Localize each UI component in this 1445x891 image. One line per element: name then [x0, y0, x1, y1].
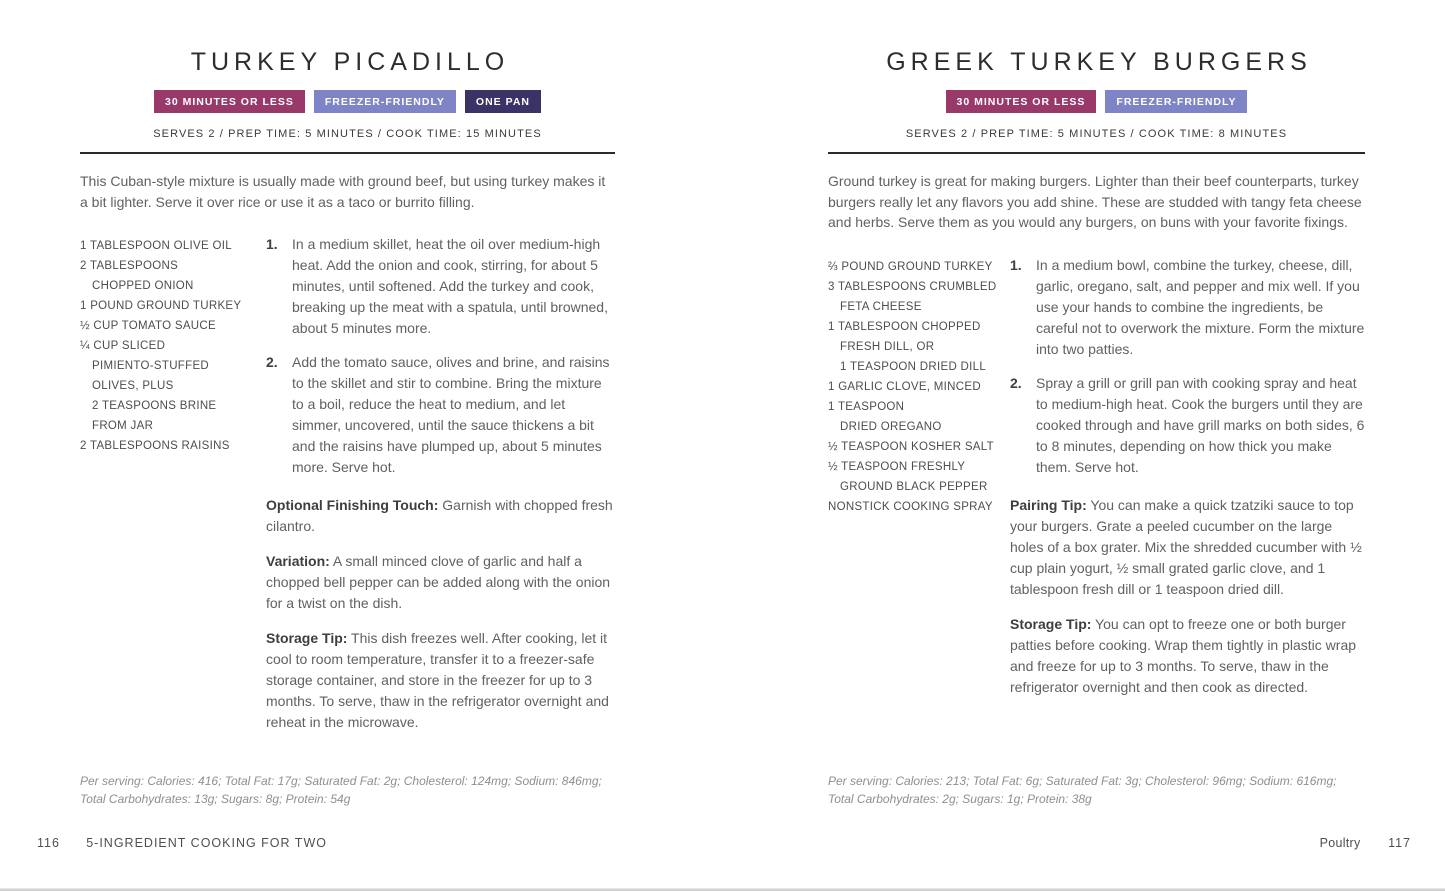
- ingredient-line: 2 TABLESPOONS RAISINS: [80, 440, 230, 452]
- ingredient-line: 1 POUND GROUND TURKEY: [80, 300, 242, 312]
- recipe-title: TURKEY PICADILLO: [190, 48, 510, 76]
- page-number-right: 117: [1388, 836, 1411, 850]
- footer-left: [37, 836, 327, 850]
- ingredient-line: 1 TABLESPOON OLIVE OIL: [80, 240, 232, 252]
- instruction-step: [1010, 373, 1365, 478]
- step-list: [1010, 255, 1365, 478]
- ingredient-line: FROM JAR: [92, 420, 154, 432]
- ingredient-line: OLIVES, PLUS: [92, 380, 174, 392]
- ingredient-line: 2 TEASPOONS BRINE: [92, 400, 217, 412]
- recipe-meta-line: SERVES 2 / PREP TIME: 5 MINUTES / COOK TIME: 15 MINUTES: [153, 128, 542, 140]
- divider-rule: [80, 152, 615, 154]
- ingredient-line: ½ TEASPOON KOSHER SALT: [828, 440, 994, 453]
- ingredient-line: 2 TABLESPOONS: [80, 260, 179, 272]
- recipe-page-left: [80, 46, 615, 806]
- ingredient-line: 1 GARLIC CLOVE, MINCED: [828, 380, 981, 393]
- method-column: [1010, 255, 1365, 712]
- instruction-step: [266, 352, 615, 478]
- ingredient-line: 1 TEASPOON DRIED DILL: [840, 360, 987, 373]
- tip-paragraph: [1010, 614, 1365, 698]
- ingredient-list: [80, 236, 266, 747]
- footer-right: [1320, 836, 1411, 850]
- ingredient-line: DRIED OREGANO: [840, 420, 942, 433]
- tip-label: Storage Tip:: [1010, 615, 1092, 632]
- recipe-title: GREEK TURKEY BURGERS: [886, 48, 1312, 76]
- tip-list: [1010, 495, 1365, 698]
- ingredient-line: CHOPPED ONION: [92, 280, 194, 292]
- badge-row: [80, 90, 615, 113]
- tip-label: Optional Finishing Touch:: [266, 497, 439, 513]
- chapter-name: Poultry: [1319, 836, 1361, 850]
- ingredient-line: 1 TEASPOON: [828, 400, 905, 413]
- recipe-body: [80, 234, 615, 747]
- recipe-intro: Ground turkey is great for making burgers. Lighter than their beef counterparts, turkey burgers really let any flavors you add shine. These are studded with tangy feta cheese and herbs. Serve them as you would any burgers, on buns with your favorite fixings.: [828, 173, 1362, 230]
- tip-label: Variation:: [266, 553, 330, 569]
- tip-text: A small minced clove of garlic and half a chopped bell pepper can be added along with the onion for a twist on the dish.: [266, 553, 611, 611]
- ingredient-line: 1 TABLESPOON CHOPPED: [828, 320, 981, 333]
- step-text: In a medium skillet, heat the oil over medium-high heat. Add the onion and cook, stirring, for about 5 minutes, until softened. Add the turkey and cook, breaking up the meat with a spatula, until browned, about 5 minutes more.: [292, 236, 608, 336]
- tip-paragraph: [266, 628, 615, 733]
- ingredient-line: ½ CUP TOMATO SAUCE: [80, 320, 216, 332]
- tip-paragraph: [1010, 495, 1365, 600]
- tip-text: Garnish with chopped fresh cilantro.: [266, 497, 613, 534]
- nutrition-line: Per serving: Calories: 213; Total Fat: 6g; Saturated Fat: 3g; Cholesterol: 96mg; Sodium: 616mg; Total Carbohydrates: 2g; Sugars: 1g; Protein: 38g: [828, 774, 1337, 806]
- tip-list: [266, 495, 615, 733]
- step-text: Spray a grill or grill pan with cooking spray and heat to medium-high heat. Cook the burgers until they are cooked through and have grill marks on both sides, 6 to 8 minutes, depending on how thick you make them. Serve hot.: [1036, 374, 1365, 475]
- method-column: [266, 234, 615, 747]
- recipe-badge: FREEZER-FRIENDLY: [1105, 90, 1247, 113]
- ingredient-line: NONSTICK COOKING SPRAY: [828, 500, 993, 513]
- book-title: 5-INGREDIENT COOKING FOR TWO: [86, 836, 327, 850]
- step-number: 2.: [1010, 374, 1022, 391]
- tip-label: Pairing Tip:: [1010, 496, 1087, 513]
- step-number: 1.: [266, 236, 278, 252]
- tip-paragraph: [266, 551, 615, 614]
- tip-paragraph: [266, 495, 615, 537]
- step-text: Add the tomato sauce, olives and brine, and raisins to the skillet and stir to combine. Bring the mixture to a boil, reduce the heat to medium, and let simmer, uncovered, until the sauce thickens a bit and the raisins have plumped up, about 5 minutes more. Serve hot.: [292, 354, 610, 475]
- ingredient-line: FETA CHEESE: [840, 300, 922, 313]
- recipe-intro: This Cuban-style mixture is usually made with ground beef, but using turkey makes it a bit lighter. Serve it over rice or use it as a taco or burrito filling.: [80, 173, 606, 210]
- ingredient-line: ⅔ POUND GROUND TURKEY: [828, 260, 993, 273]
- step-number: 2.: [266, 354, 278, 370]
- ingredient-line: PIMIENTO-STUFFED: [92, 360, 210, 372]
- ingredient-line: 3 TABLESPOONS CRUMBLED: [828, 280, 997, 293]
- recipe-badge: 30 MINUTES OR LESS: [946, 90, 1097, 113]
- recipe-badge: ONE PAN: [465, 90, 541, 113]
- instruction-step: [1010, 255, 1365, 360]
- instruction-step: [266, 234, 615, 339]
- page-number-left: 116: [37, 836, 60, 850]
- nutrition-line: Per serving: Calories: 416; Total Fat: 17g; Saturated Fat: 2g; Cholesterol: 124mg; Sodium: 846mg; Total Carbohydrates: 13g; Sugars: 8g; Protein: 54g: [80, 774, 602, 806]
- tip-label: Storage Tip:: [266, 630, 348, 646]
- step-text: In a medium bowl, combine the turkey, cheese, dill, garlic, oregano, salt, and pepper and mix well. If you use your hands to combine the ingredients, be careful not to overwork the mixture. Form the mixture into two patties.: [1036, 256, 1365, 357]
- badge-row: [828, 90, 1365, 113]
- tip-text: This dish freezes well. After cooking, let it cool to room temperature, transfer it to a freezer-safe storage container, and store in the freezer for up to 3 months. To serve, thaw in the refrigerator overnight and reheat in the microwave.: [266, 630, 609, 730]
- ingredient-list: [828, 257, 1010, 712]
- recipe-body: [828, 255, 1365, 712]
- divider-rule: [828, 152, 1365, 154]
- tip-text: You can make a quick tzatziki sauce to top your burgers. Grate a peeled cucumber on the large holes of a box grater. Mix the shredded cucumber with ½ cup plain yogurt, ½ small grated garlic clove, and 1 tablespoon fresh dill or 1 teaspoon dried dill.: [1010, 496, 1362, 597]
- step-number: 1.: [1010, 256, 1022, 273]
- ingredient-line: FRESH DILL, OR: [840, 340, 935, 353]
- recipe-page-right: [828, 46, 1365, 806]
- ingredient-line: GROUND BLACK PEPPER: [840, 480, 988, 493]
- recipe-badge: FREEZER-FRIENDLY: [314, 90, 456, 113]
- step-list: [266, 234, 615, 478]
- ingredient-line: ¼ CUP SLICED: [80, 340, 166, 352]
- recipe-badge: 30 MINUTES OR LESS: [154, 90, 305, 113]
- ingredient-line: ½ TEASPOON FRESHLY: [828, 460, 966, 473]
- recipe-meta-line: SERVES 2 / PREP TIME: 5 MINUTES / COOK TIME: 8 MINUTES: [905, 128, 1288, 140]
- tip-text: You can opt to freeze one or both burger patties before cooking. Wrap them tightly in plastic wrap and freeze for up to 3 months. To serve, thaw in the refrigerator overnight and then cook as directed.: [1010, 615, 1357, 695]
